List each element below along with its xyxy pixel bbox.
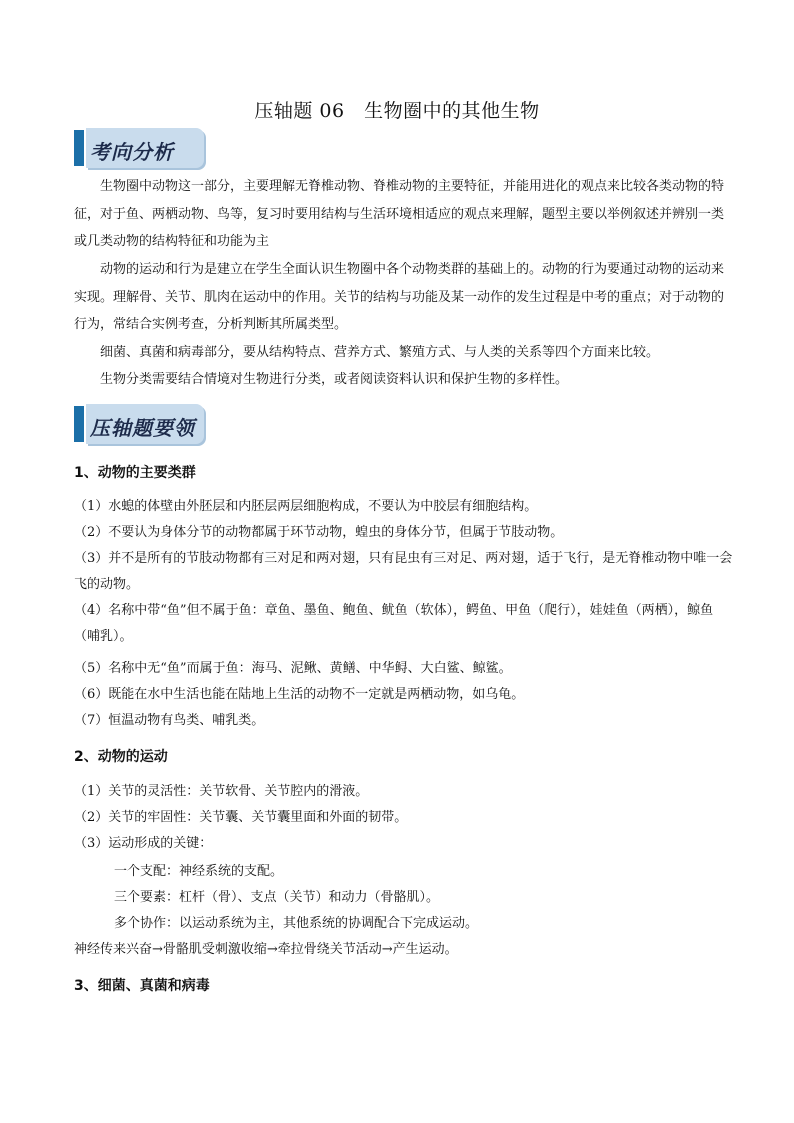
section-heading: 1、动物的主要类群 bbox=[74, 465, 196, 481]
list-item: （3）并不是所有的节肢动物都有三对足和两对翅，只有昆虫有三对足、两对翅，适于飞行，是无脊椎动物中唯一会飞的动物。 bbox=[74, 551, 733, 592]
banner-accent-bar bbox=[74, 406, 84, 442]
intro-paragraph-text: 动物的运动和行为是建立在学生全面认识生物圈中各个动物类群的基础上的。动物的行为要通过动物的运动来实现。理解骨、关节、肌肉在运动中的作用。关节的结构与功能及某一动作的发生过程是中考的重点；对于动物的行为，常结合实例考查，分析判断其所属类型。 bbox=[74, 262, 725, 332]
list-item: （4）名称中带“鱼”但不属于鱼：章鱼、墨鱼、鲍鱼、鱿鱼（软体），鳄鱼、甲鱼（爬行），娃娃鱼（两栖），鲸鱼（哺乳）。 bbox=[74, 603, 714, 644]
list-item: （6）既能在水中生活也能在陆地上生活的动物不一定就是两栖动物，如乌龟。 bbox=[74, 687, 525, 702]
list-subitem: 多个协作：以运动系统为主，其他系统的协调配合下完成运动。 bbox=[114, 916, 479, 931]
section-heading: 3、细菌、真菌和病毒 bbox=[74, 978, 210, 994]
intro-paragraph-text: 细菌、真菌和病毒部分，要从结构特点、营养方式、繁殖方式、与人类的关系等四个方面来比较。 bbox=[100, 345, 660, 360]
banner-label: 考向分析 bbox=[90, 140, 174, 164]
list-item: （2）关节的牢固性：关节囊、关节囊里面和外面的韧带。 bbox=[74, 810, 408, 825]
intro-paragraph-text: 生物分类需要结合情境对生物进行分类，或者阅读资料认识和保护生物的多样性。 bbox=[100, 372, 569, 387]
banner-label: 压轴题要领 bbox=[90, 416, 195, 440]
list-item: （1）水螅的体壁由外胚层和内胚层两层细胞构成，不要认为中胶层有细胞结构。 bbox=[74, 499, 538, 514]
list-item: （7）恒温动物有鸟类、哺乳类。 bbox=[74, 713, 265, 728]
process-chain: 神经传来兴奋→骨骼肌受刺激收缩→牵拉骨绕关节活动→产生运动。 bbox=[74, 942, 458, 957]
intro-paragraph-text: 生物圈中动物这一部分，主要理解无脊椎动物、脊椎动物的主要特征，并能用进化的观点来比较各类动物的特征，对于鱼、两栖动物、鸟等，复习时要用结构与生活环境相适应的观点来理解，题型主要以举例叙述并辨别一类或几类动物的结构特征和功能为主 bbox=[74, 179, 725, 249]
section-banner-analysis bbox=[74, 128, 208, 168]
page-title: 压轴题 06 生物圈中的其他生物 bbox=[254, 100, 540, 122]
list-item: （2）不要认为身体分节的动物都属于环节动物，蝗虫的身体分节，但属于节肢动物。 bbox=[74, 525, 564, 540]
section-heading: 2、动物的运动 bbox=[74, 749, 168, 765]
intro-paragraph bbox=[74, 173, 724, 256]
list-item: （3）运动形成的关键： bbox=[74, 836, 213, 851]
list-subitem: 三个要素：杠杆（骨）、支点（关节）和动力（骨骼肌）。 bbox=[114, 890, 440, 905]
intro-paragraph bbox=[74, 256, 724, 339]
intro-paragraph bbox=[74, 366, 724, 394]
intro-paragraph bbox=[74, 339, 724, 367]
list-subitem: 一个支配：神经系统的支配。 bbox=[114, 864, 284, 879]
banner-accent-bar bbox=[74, 130, 84, 166]
list-item: （1）关节的灵活性：关节软骨、关节腔内的滑液。 bbox=[74, 784, 369, 799]
section-banner-essentials bbox=[74, 404, 208, 444]
list-item: （5）名称中无“鱼”而属于鱼：海马、泥鳅、黄鳝、中华鲟、大白鲨、鲸鲨。 bbox=[74, 661, 512, 676]
